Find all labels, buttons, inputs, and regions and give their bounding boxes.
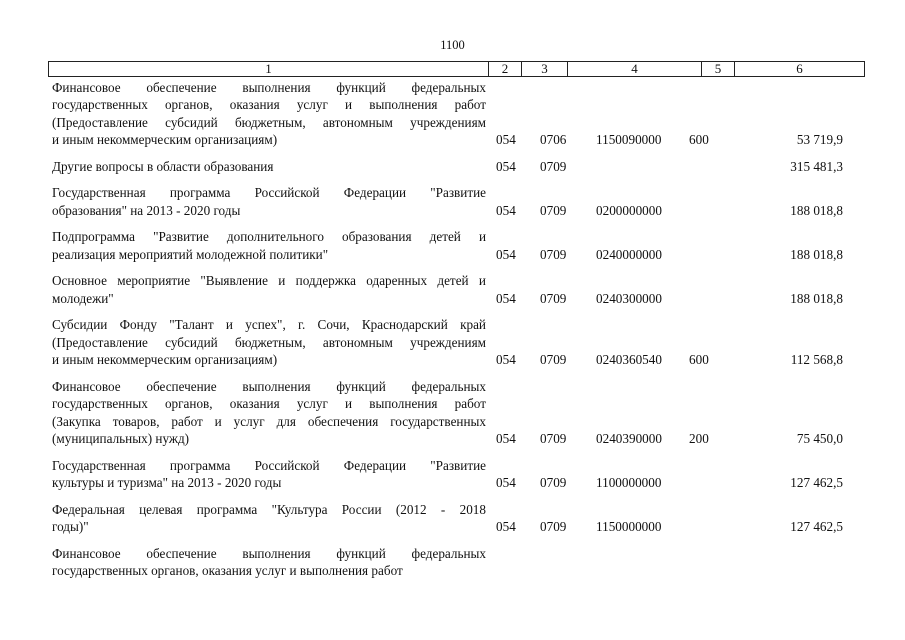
code-ministry-cell: 054: [496, 290, 516, 306]
row-description: [52, 316, 486, 368]
code-expense-type-cell: 600: [689, 132, 709, 148]
row-description: [52, 501, 486, 536]
code-target-article-cell: 0200000000: [596, 202, 662, 218]
amount-cell: 127 462,5: [790, 518, 843, 534]
code-section-cell: 0709: [540, 246, 567, 262]
description-line: культуры и туризма" на 2013 - 2020 годы: [52, 475, 282, 490]
description-line: образования" на 2013 - 2020 годы: [52, 202, 241, 218]
code-ministry-cell: 054: [496, 132, 516, 148]
code-section-cell: 0709: [540, 474, 567, 490]
column-header-5: 5: [702, 62, 735, 77]
column-header-1: 1: [49, 62, 489, 77]
code-section-cell: 0709: [540, 352, 567, 368]
row-description: [52, 79, 486, 149]
description-line: Подпрограмма "Развитие дополнительного образования детей и: [52, 229, 486, 245]
code-section-cell: 0709: [540, 158, 567, 174]
code-target-article-cell: 1100000000: [596, 474, 662, 490]
row-description: [52, 228, 486, 263]
code-target-article-cell: 0240360540: [596, 352, 662, 368]
description-line: Государственная программа Российской Федерации "Развитие: [52, 185, 486, 201]
code-ministry-cell: 054: [496, 430, 516, 446]
row-description: [52, 378, 486, 448]
description-line: (Предоставление субсидий бюджетным, автономным учреждениям: [52, 334, 486, 350]
description-line: (Закупка товаров, работ и услуг для обеспечения государственных: [52, 413, 486, 429]
column-header-table: [48, 61, 865, 77]
column-header-4: 4: [568, 62, 702, 77]
page-number: 1100: [440, 38, 465, 52]
column-header-3: 3: [522, 62, 568, 77]
code-section-cell: 0709: [540, 202, 567, 218]
amount-cell: 188 018,8: [790, 290, 843, 306]
amount-cell: 188 018,8: [790, 202, 843, 218]
code-ministry-cell: 054: [496, 246, 516, 262]
code-section-cell: 0709: [540, 518, 567, 534]
amount-cell: 127 462,5: [790, 474, 843, 490]
amount-cell: 112 568,8: [790, 352, 843, 368]
row-description: [52, 457, 486, 492]
column-header-row: [49, 62, 865, 77]
code-ministry-cell: 054: [496, 158, 516, 174]
code-target-article-cell: 0240000000: [596, 246, 662, 262]
description-line: Государственная программа Российской Федерации "Развитие: [52, 457, 486, 473]
code-section-cell: 0709: [540, 430, 567, 446]
code-ministry-cell: 054: [496, 474, 516, 490]
code-section-cell: 0709: [540, 290, 567, 306]
row-description: [52, 272, 486, 307]
description-line: и иным некоммерческим организациям): [52, 132, 278, 148]
row-description: [52, 158, 486, 175]
code-section-cell: 0706: [540, 132, 567, 148]
description-line: годы)": [52, 519, 89, 534]
description-line: Финансовое обеспечение выполнения функций федеральных: [52, 378, 486, 394]
code-ministry-cell: 054: [496, 352, 516, 368]
code-ministry-cell: 054: [496, 518, 516, 534]
row-description: [52, 184, 486, 219]
description-line: Другие вопросы в области образования: [52, 158, 274, 174]
code-target-article-cell: 0240390000: [596, 430, 662, 446]
description-line: и иным некоммерческим организациям): [52, 352, 278, 368]
code-expense-type-cell: 200: [689, 430, 709, 446]
description-line: государственных органов, оказания услуг и выполнения работ: [52, 97, 486, 113]
amount-cell: 188 018,8: [790, 246, 843, 262]
description-line: молодежи": [52, 290, 114, 306]
code-target-article-cell: 1150000000: [596, 518, 662, 534]
amount-cell: 53 719,9: [796, 132, 843, 148]
description-line: (Предоставление субсидий бюджетным, автономным учреждениям: [52, 114, 486, 130]
row-description: [52, 545, 486, 580]
description-line: Финансовое обеспечение выполнения функций федеральных: [52, 545, 486, 561]
column-header-6: 6: [735, 62, 865, 77]
description-line: Финансовое обеспечение выполнения функций федеральных: [52, 80, 486, 95]
column-header-2: 2: [489, 62, 522, 77]
description-line: Субсидии Фонду "Талант и успех", г. Сочи, Краснодарский край: [52, 317, 486, 333]
description-line: Федеральная целевая программа "Культура России (2012 - 2018: [52, 501, 486, 517]
code-ministry-cell: 054: [496, 202, 516, 218]
code-target-article-cell: 1150090000: [596, 132, 662, 148]
code-target-article-cell: 0240300000: [596, 290, 662, 306]
description-line: (муниципальных) нужд): [52, 431, 190, 447]
code-expense-type-cell: 600: [689, 352, 709, 368]
description-line: государственных органов, оказания услуг и выполнения работ: [52, 563, 403, 578]
description-line: реализация мероприятий молодежной политики": [52, 246, 329, 262]
amount-cell: 75 450,0: [796, 430, 843, 446]
amount-cell: 315 481,3: [790, 158, 843, 174]
description-line: государственных органов, оказания услуг и выполнения работ: [52, 396, 486, 412]
description-line: Основное мероприятие "Выявление и поддержка одаренных детей и: [52, 273, 486, 289]
